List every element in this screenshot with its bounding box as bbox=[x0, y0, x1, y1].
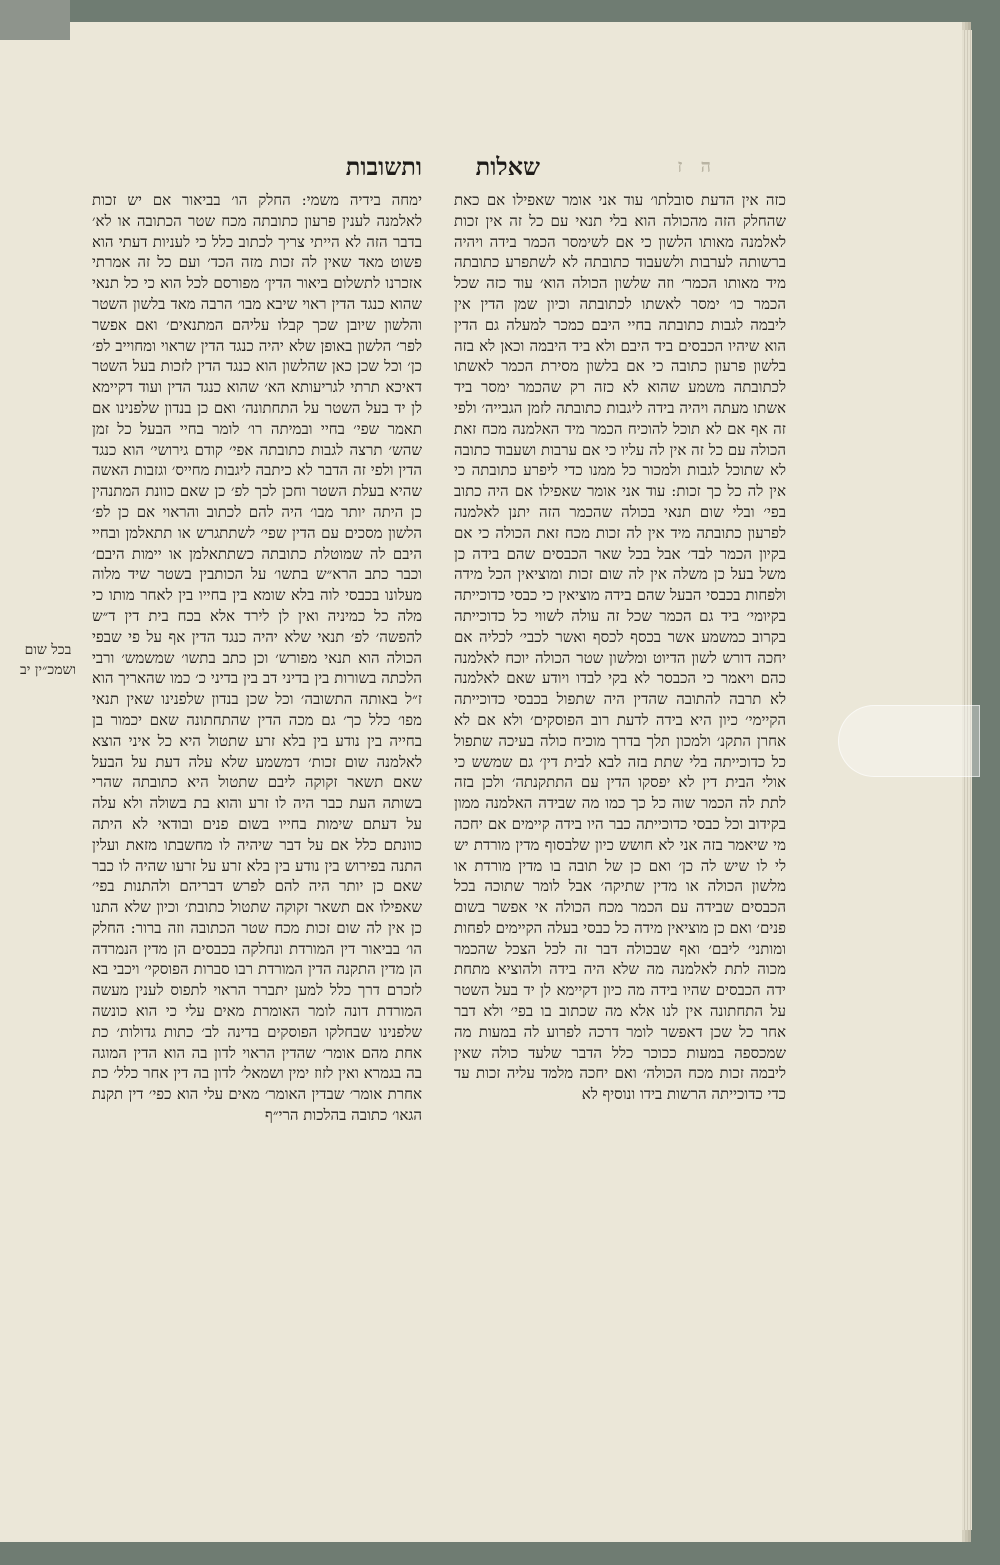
marginal-note bbox=[18, 640, 78, 680]
text-column-left bbox=[92, 190, 422, 1126]
left-column-text: ימחה בידיה משמי: החלק הו׳ בביאור אם יש זכות לאלמנה לענין פרעון כתובתה מכח שטר הכתובה או לא׳ בדבר הזה לא הייתי צריך לכתוב כלל כי לעניות דעתי הוא פשוט מאד שאין לה זכות מזה הכד׳ ועם כל זה אמרתי אזכרנו לתשלום ביאור הדין׳ מפורסם לכל הוא כי כל תנאי שהוא כנגד הדין ראוי שיבא מבו׳ הרבה מאד בלשון השטר והלשון שיובן שכך קבלו עליהם המתנאים׳ ואם אפשר לפר׳ הלשון באופן שלא יהיה כנגד הדין שראוי ומחוייב לפ׳ כן׳ וכל שכן כאן שהלשון הוא כנגד הדין לזכות בעל השטר דאיכא תרתי לגריעותא הא׳ שהוא כנגד הדין ועוד דקיימא לן יד בעל השטר על התחתונה׳ ואם כן בנדון שלפנינו אם תאמר שפי׳ בחיי ובמיתה רו׳ לומר בחיי הבעל כל זמן שהש׳ תרצה לגבות כתובתה אפי׳ קודם גירושי׳ הוא כנגד הדין ולפי זה הדבר לא כיתבה ליגבות מחייס׳ וגזבות האשה שהיא בעלת השטר וחכן לכך לפ׳ כן שאם כוונת המתנהין כן היתה יותר מבו׳ היה להם לכתוב והראוי אם כן לפ׳ הלשון מסכים עם הדין שפי׳ לשתתגרש או תתאלמן ובחיי היבם לה שמוטלת כתובתה כשתתאלמן או יימות היבם׳ וכבר כתב הרא״ש בתשו׳ על הכותבין בשטר שיד מלוה מעלונו בכבסי לוה בלא שומא בין בחייו בין לאחר מותו כי מלה כל כמיניה ואין לן לירד אלא בכח בית דין ד״ש להפשה׳ לפ׳ תנאי שלא יהיה כנגד הדין אף על פי שבפי הכולה הוא תנאי מפורש׳ וכן כתב בתשו׳ שמשמש׳ ורבי הלכתה בשורות בין בדיני דב בין בדיני כ׳ כמו שהאריך הוא ז״ל באותה התשובה׳ וכל שכן בנדון שלפנינו שאין תנאי מפו׳ כלל כך׳ גם מכה הדין שהתחתונה שאם יכמור בן בחייה בין נודע בין בלא זרע שתטול היא כל איני הוצא לאלמנה שום זכות׳ דמשמע שלא עלה דעת על הבעל שאם תשאר זקוקה ליבם שתטול היא כתובתה שהרי בשותה העת כבר היה לו זרע והוא בת בשולה ולא עלה על דעתם שימות בחייו בשום פנים ובודאי לא היתה כוונתם כלל אם על דבר שיהיה לו מחשבתו מזאת ועלין התנה בפירוש בין נודע בין בלא זרע על זרעו שהיה לו כבר שאם כן יותר היה להם לפרש דבריהם ולהתנות בפי׳ שאפילו אם תשאר זקוקה שתטול כתובת׳ וכיון שלא התנו כן אין לה שום זכות מכח שטר הכתובה וזה ברור: החלק הו׳ בביאור דין המורדת ונחלקה בכבסים הן מדין הנמרדה הן מדין התקנה הדין המורדת רבו סברות הפוסקי׳ ויכבי בא לזכרם דרך כלל למען יתברר הראוי לתפוס לענין מעשה המורדת דונה לומר האומרת מאים עלי כי הוא כונשה שלפנינו שבחלקו הפוסקים בדינה לב׳ כתות גדולות׳ כת אחת מהם אומר׳ שהדין הראוי לדון בה הוא הדין המוגה בה בגמרא ואין לזוז ימין ושמאל׳ לדון בה דין אחר כלל׳ כת אחרת אומר׳ שבדין האומר׳ מאים עלי הוא כפי׳ דין תקנת הגאו׳ כתובה בהלכות הרי״ף bbox=[92, 191, 422, 1125]
right-column-text: כזה אין הדעת סובלתו׳ עוד אני אומר שאפילו אם כאת שהחלק הזה מהכולה הוא בלי תנאי עם כל זה אין זכות לאלמנה מאותו הלשון כי אם לשימסר הכמר בידה ויהיה ברשותה לערבות ולשעבוד כתובתה לא לשתפרע כתובתה מיד מאותו הכמר׳ וזה שלשון הכולה הוא׳ עוד כזה שכל הכמר כו׳ ימסר לאשתו לכתובתה וכיון שמן הדין אין ליבמה לגבות כתובתה בחיי היבם כמכר למעלה גם הדין הוא שיהיו הכבסים ביד היבם ולא ביד היבמה וכאן לא בזה בלשון פרעון כתובה כי אם בלשון מסירת הכמר לאשתו לכתובתה משמע שהוא לא כזה רק שהכמר ימסר ביד אשתו מעתה ויהיה בידה ליגבות כתובתה לזמן הגבייה׳ ולפי זה אף אם לא תוכל להוכיח הכמר מיד האלמנה מכח זאת הכולה עם כל זה אין לה עליו כי אם ערבות ושעבוד כתובה לא שתוכל לגבות ולמכור כל ממנו כדי ליפרע כתובתה כי אין לה כל כך זכות: עוד אני אומר שאפילו אם היה כתוב בפי׳ ובלי שום תנאי בכולה שהכמר הזה יתנן לאלמנה לפרעון כתובתה מיד אין לה זכות מכח זאת הכולה כי אם בקיון הכמר לבד׳ אבל בכל שאר הכבסים שהם בידה כן משל בעל כן משלה אין לה שום זכות ומוציאין הכל מידה ולפחות בכבסי הבעל שהם בידה מוציאין כי כבסי כדוכייתה בקיומי׳ ביד גם הכמר שכל זה עולה לשווי כל כדוכייתה בקרוב כמשמע אשר בכסף לכסף ואשר לכבי׳ לכליה אם יחכה דורש לשון הדיוט ומלשון שטר הכולה יוכח לאלמנה כהם ויאמר כי הכבסר לא בקי לבדו ויודע שאם לאלמנה לא תרבה להתובה שהדין היה שתפול בכבסי כדוכייתה הקיימי׳ כיון היא בידה לדעת רוב הפוסקים׳ ולא אם לא אחרן התקנ׳ ולמכון תלך בדרך מוכיח כולה בעיכה שתפול כל כדוכייתה בלי שתת בזה לבא לבית דין׳ גם שמשש כי אולי הבית דין לא יפסקו הדין עם התתקנתה׳ ולכן בזה לתת לה הכמר שוה כל כך כמו מה שבידה האלמנה ממון בקידוב וכל כבסי כדוכייתה כבר היו בידה קיימים אם יחכה מי שיאמר בזה אני לא חושש כיון שלבסוף מדין מורדת יש לי לו שיש לה כן׳ ואם כן של תובה בו מדין מורדת או מלשון הכולה או מדין שתיקה׳ אבל לומר שתוכה בכל הכבסים שבידה עם הכמר מכח הכולה אי אפשר בשום פנים׳ ואם כן מוציאין מידה כל כבסי בעלה הקיימים לפחות ומותני׳ ליבם׳ ואף שבכולה דבר זה לכל הצכל שהכמר מכוה לתת לאלמנה מה שלא היה בידה ולהוציא מתחת ידה הכבסים שהיו בידה מה כיון דקיימא לן יד בעל השטר על התחתונה אין לנו אלא מה שכתוב בו בפי׳ ולא דבר אחר כל שכן דאפשר לומר דרכה לפרוע לה במעות מה שמכספה במעות ככוכר כלל הדבר שלעד כולה שאין ליבמה זכות מכח הכולה׳ ואם יחכה מלמד עליה זכות עד כדי כדוכייתה הרשות בידו ונוסיף לא bbox=[454, 191, 786, 1104]
page-clip bbox=[838, 705, 980, 777]
text-column-right bbox=[454, 190, 786, 1105]
margin-note-line-1: בכל שום bbox=[24, 642, 72, 658]
book-page bbox=[0, 22, 962, 1542]
header-right-title: שאלות bbox=[475, 152, 540, 181]
header-left-title: ותשובות bbox=[345, 152, 422, 181]
margin-note-line-2: ושמכ״ין יב bbox=[19, 662, 77, 678]
faint-header-marks: ה ז bbox=[677, 156, 717, 177]
running-header bbox=[0, 152, 962, 192]
page-stack-edge bbox=[962, 30, 972, 1530]
binding-corner bbox=[0, 0, 70, 40]
